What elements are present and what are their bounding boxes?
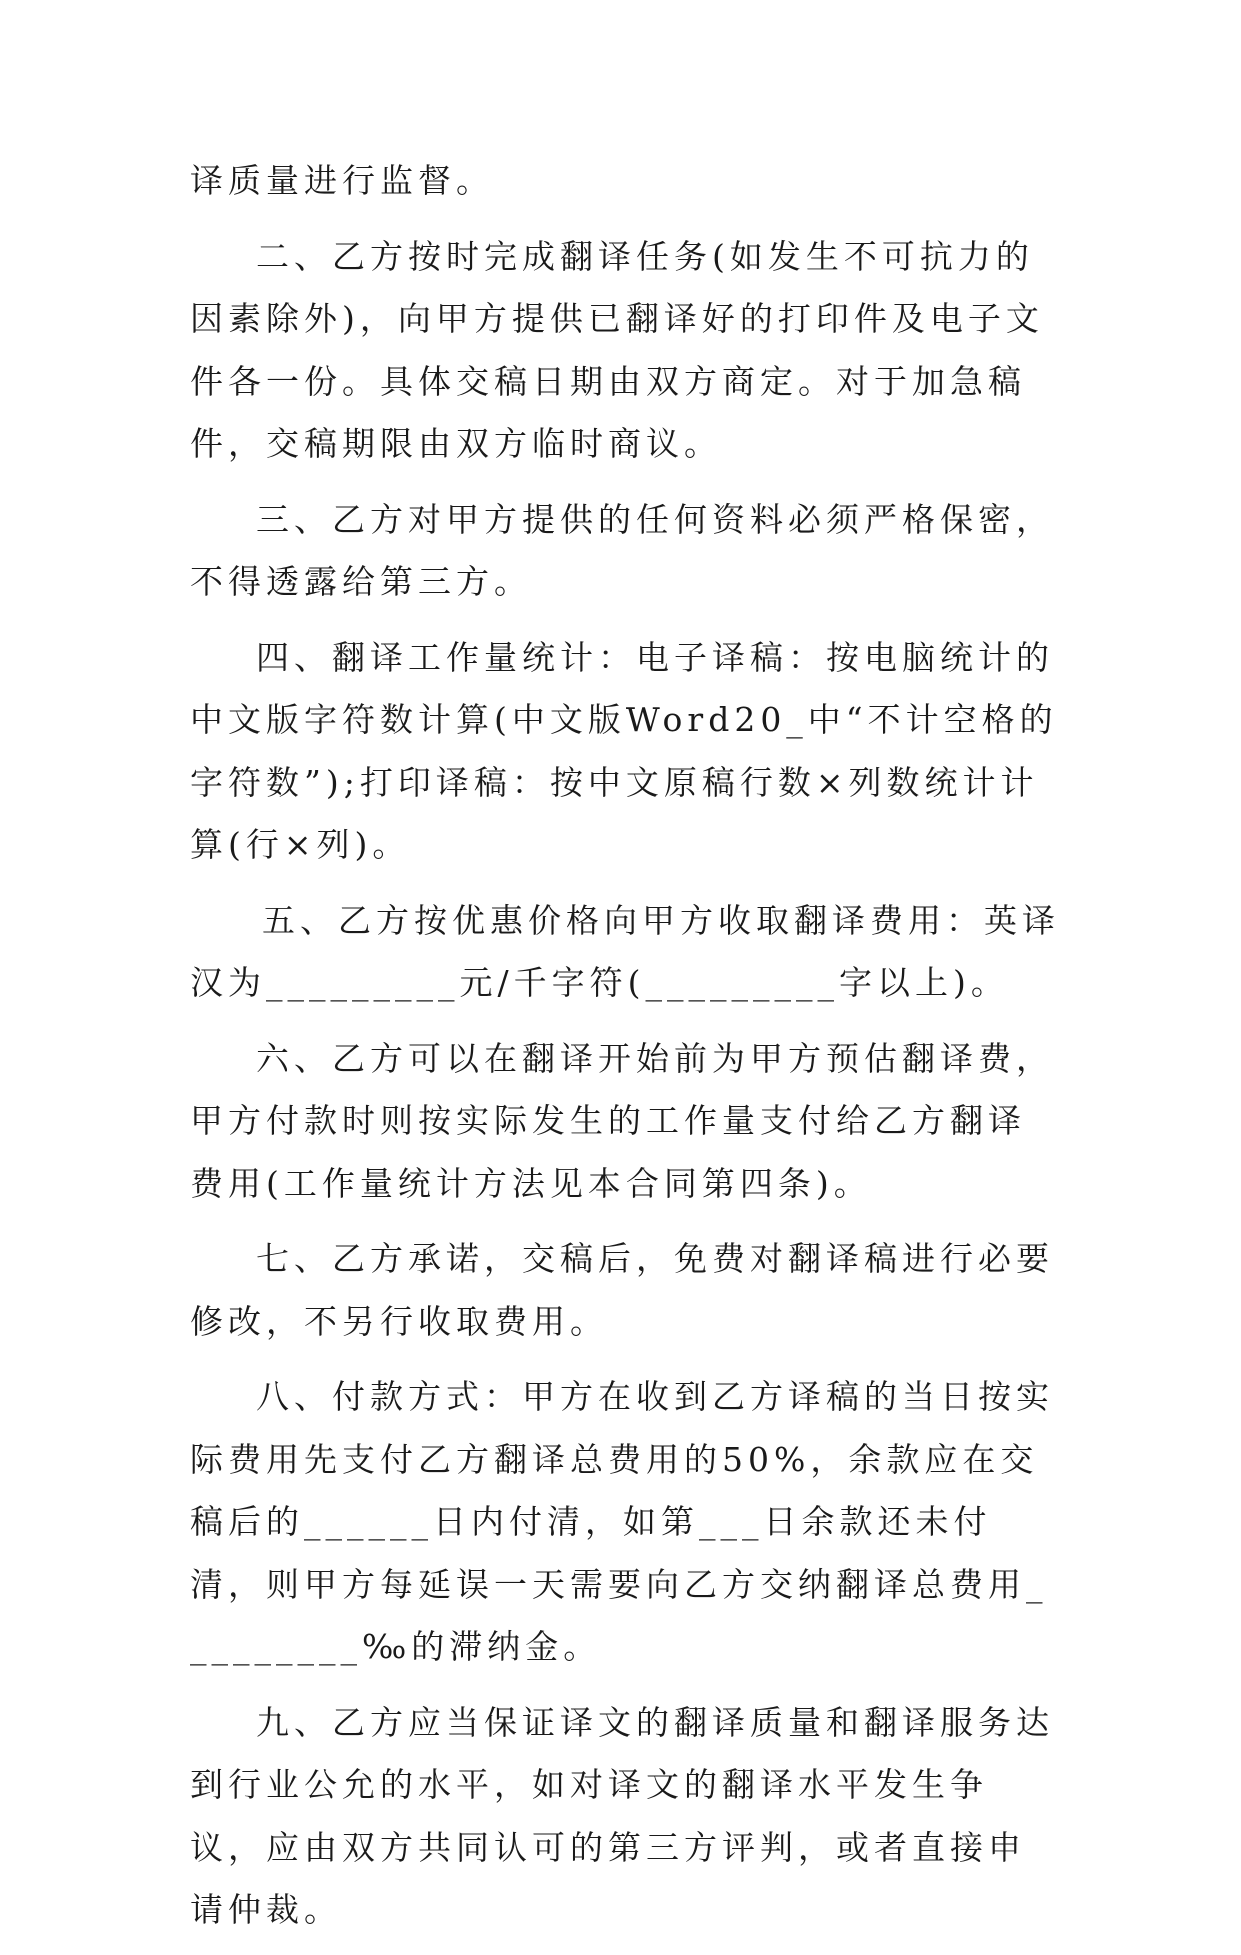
clause-3: 三、乙方对甲方提供的任何资料必须严格保密，不得透露给第三方。: [190, 499, 1054, 601]
clause-9: 九、乙方应当保证译文的翻译质量和翻译服务达到行业公允的水平，如对译文的翻译水平发生争议，应由双方共同认可的第三方评判，或者直接申请仲裁。: [190, 1702, 1054, 1929]
clause-5: 五、乙方按优惠价格向甲方收取翻译费用：英译汉为_________元/千字符(_________字以上)。: [190, 900, 1060, 1002]
contract-body: [190, 150, 1060, 1955]
clause-8: 八、付款方式：甲方在收到乙方译稿的当日按实际费用先支付乙方翻译总费用的50%，余款应在交稿后的______日内付清，如第___日余款还未付清，则甲方每延误一天需要向乙方交纳翻译总费用_________‰的滞纳金。: [190, 1377, 1054, 1666]
paragraph-continuation: 译质量进行监督。: [190, 161, 494, 200]
clause-4: 四、翻译工作量统计：电子译稿：按电脑统计的中文版字符数计算(中文版Word20_中“不计空格的字符数”);打印译稿：按中文原稿行数×列数统计计算(行×列)。: [190, 637, 1058, 864]
clause-6: 六、乙方可以在翻译开始前为甲方预估翻译费，甲方付款时则按实际发生的工作量支付给乙方翻译费用(工作量统计方法见本合同第四条)。: [190, 1038, 1054, 1203]
clause-2: 二、乙方按时完成翻译任务(如发生不可抗力的因素除外)，向甲方提供已翻译好的打印件及电子文件各一份。具体交稿日期由双方商定。对于加急稿件，交稿期限由双方临时商议。: [190, 236, 1044, 463]
clause-7: 七、乙方承诺，交稿后，免费对翻译稿进行必要修改，不另行收取费用。: [190, 1239, 1054, 1341]
